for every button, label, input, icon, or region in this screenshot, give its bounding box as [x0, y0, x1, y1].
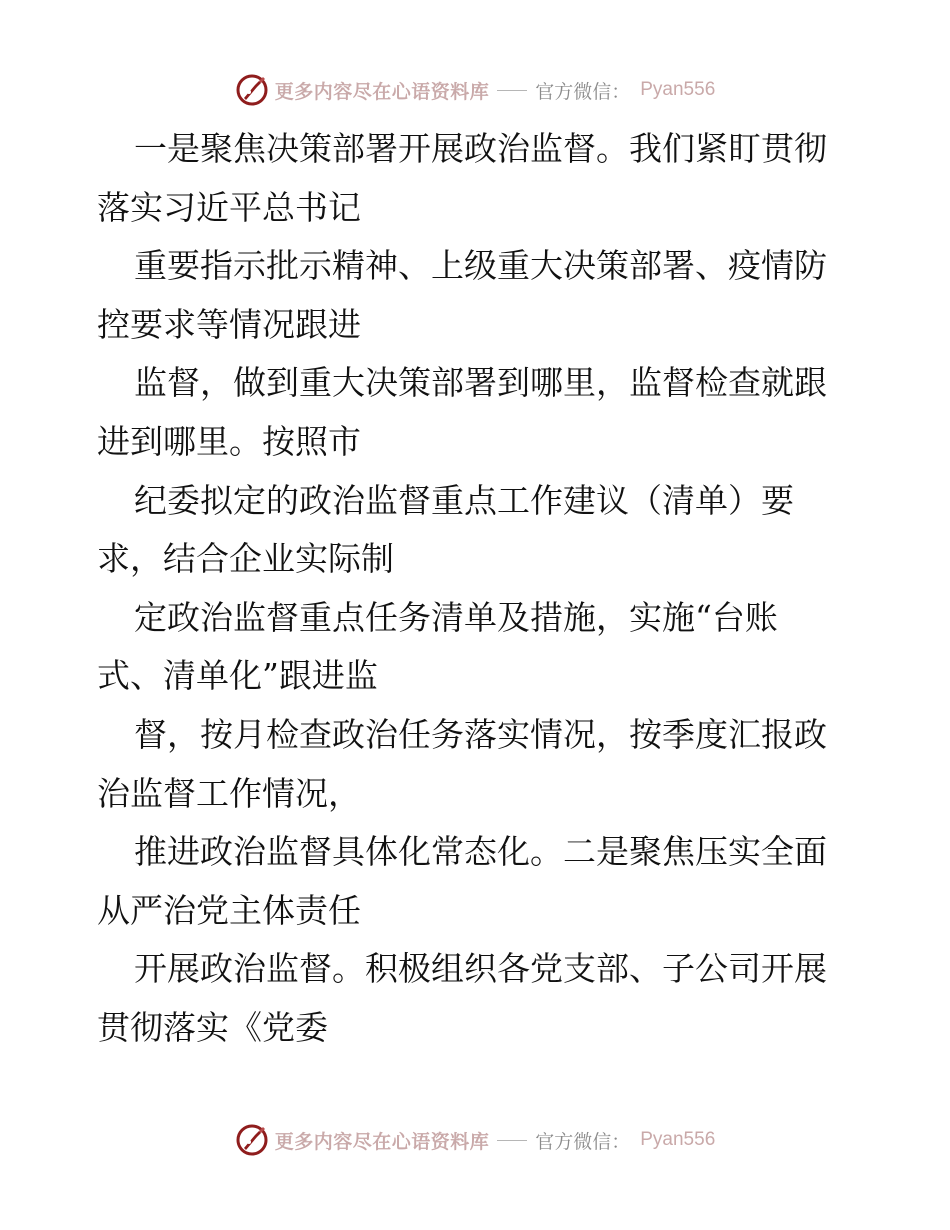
pen-nib-logo-icon — [235, 1123, 269, 1157]
body-line: 纪委拟定的政治监督重点工作建议（清单）要 — [134, 480, 794, 520]
body-line: 落实习近平总书记 — [97, 187, 361, 227]
footer-promo-text: 更多内容尽在心语资料库 — [274, 1130, 490, 1153]
footer-wechat-id: Pyan556 — [640, 1129, 716, 1150]
body-line: 定政治监督重点任务清单及措施，实施“台账 — [134, 597, 778, 637]
header-wechat-label: 官方微信： — [535, 80, 631, 103]
footer-wechat-label: 官方微信： — [535, 1130, 631, 1153]
body-line: 进到哪里。按照市 — [97, 421, 361, 461]
pen-nib-logo-icon — [235, 73, 269, 107]
footer-banner — [0, 1122, 950, 1158]
body-line: 从严治党主体责任 — [97, 890, 361, 930]
footer-dash-divider — [497, 1140, 527, 1141]
body-line: 督，按月检查政治任务落实情况，按季度汇报政 — [134, 714, 827, 754]
body-line: 治监督工作情况， — [97, 773, 361, 813]
body-line: 贯彻落实《党委 — [97, 1007, 328, 1047]
header-wechat-id: Pyan556 — [640, 79, 716, 100]
body-line: 求，结合企业实际制 — [97, 539, 394, 579]
body-line: 控要求等情况跟进 — [97, 304, 361, 344]
header-dash-divider — [497, 90, 527, 91]
body-line: 一是聚焦决策部署开展政治监督。我们紧盯贯彻 — [134, 129, 827, 168]
body-line: 式、清单化”跟进监 — [97, 656, 378, 696]
body-line: 重要指示批示精神、上级重大决策部署、疫情防 — [134, 246, 827, 286]
body-line: 监督，做到重大决策部署到哪里，监督检查就跟 — [134, 363, 827, 403]
header-promo-text: 更多内容尽在心语资料库 — [274, 80, 490, 103]
header-banner — [0, 72, 950, 108]
body-line: 推进政治监督具体化常态化。二是聚焦压实全面 — [134, 832, 827, 872]
body-line: 开展政治监督。积极组织各党支部、子公司开展 — [134, 949, 827, 989]
document-body — [97, 120, 857, 1058]
